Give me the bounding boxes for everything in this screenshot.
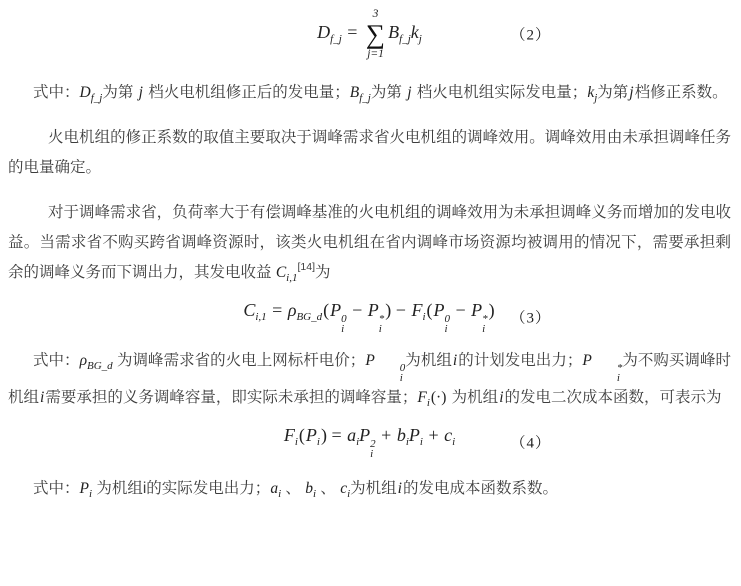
math-operator: + (423, 425, 444, 445)
text-run: 的计划发电出力； (458, 352, 583, 369)
text-run: 为机组 (350, 480, 397, 497)
math-var: $b_i$ (305, 480, 317, 500)
math-operator: (·) (430, 389, 447, 406)
text-run: 为机组 (447, 389, 499, 406)
equation-2 (8, 8, 731, 60)
math-var: $F_i$ (283, 425, 298, 448)
equation-4-formula (284, 425, 455, 459)
math-operator: ) = (320, 425, 347, 445)
text-run: 式中： (33, 352, 80, 369)
text-run: 档火电机组实际发电量； (412, 84, 588, 101)
para-eq2-symbols (8, 78, 731, 108)
math-var: P 2 i (359, 425, 376, 460)
math-operator: = (342, 22, 362, 43)
para-eq3-symbols (8, 346, 731, 413)
math-var: P * i (367, 300, 385, 335)
math-operator: = (267, 300, 287, 320)
inline-var: j (629, 84, 634, 101)
text-run: 、 (316, 480, 341, 497)
math-var: P * i (471, 300, 488, 335)
text-run: 、 (281, 480, 306, 497)
math-var: $P_i$ (408, 425, 423, 448)
inline-var: j (138, 84, 143, 101)
math-var: $c_i$ (340, 480, 351, 500)
math-var: $B_{f\_j}$ (388, 22, 411, 46)
equation-3 (8, 300, 731, 334)
math-operator: ) − (385, 300, 411, 320)
math-var: $b_i$ (396, 425, 409, 448)
text-run: 的发电成本函数系数。 (402, 480, 558, 497)
math-operator: ( (323, 300, 330, 320)
math-var: P 0 i (433, 300, 450, 335)
para-eq4-symbols (8, 474, 731, 504)
summation-symbol: 3 ∑ j=1 (365, 8, 386, 60)
equation-4 (8, 425, 731, 459)
text-run: 为第 (597, 84, 629, 101)
inline-var: j (407, 84, 412, 101)
math-var: $C_{i,1}$ (275, 264, 298, 284)
para-peak-demand-province (8, 198, 731, 288)
math-var: $\rho_{BG\_d}$ (287, 300, 323, 323)
inline-var: i (40, 389, 45, 406)
text-run: 的发电二次成本函数，可表示为 (504, 389, 722, 406)
text-run: 为机组 (405, 352, 452, 369)
inline-var: i (452, 352, 458, 369)
math-var: $D_{f\_j}$ (317, 22, 342, 46)
equation-3-number: （3） (510, 310, 551, 327)
text-run: 为 (314, 264, 331, 281)
text-run: 为第 (370, 84, 407, 101)
math-var: $F_i$ (411, 300, 426, 323)
math-operator: − (451, 300, 471, 320)
math-var: $P_i$ (79, 480, 93, 500)
math-var: $k_j$ (410, 22, 422, 46)
text-run: 档修正系数。 (634, 84, 728, 101)
math-var: $P_i$ (305, 425, 320, 448)
text-run: 为第 (102, 84, 138, 101)
math-operator: ) (488, 300, 495, 320)
math-var: $\rho_{BG\_d}$ (79, 352, 113, 372)
math-var: P * i (582, 352, 623, 384)
math-var: $B_{f\_j}$ (349, 84, 371, 104)
equation-3-formula (243, 300, 495, 334)
math-operator: ( (426, 300, 433, 320)
text-run: 为不购买调峰时机组 (8, 352, 731, 406)
text-run: 档火电机组修正后的发电量； (143, 84, 350, 101)
math-var: $k_j$ (587, 84, 598, 104)
inline-var: i (397, 480, 402, 497)
para-correction-coefficient (8, 123, 731, 183)
text-run: 对于调峰需求省，负荷率大于有偿调峰基准的火电机组的调峰效用为未承担调峰义务而增加的发电收益。当需求省不购买跨省调峰资源时，该类火电机组在省内调峰市场资源均被调用的情况下，需要承担剩余的调峰义务而下调出力，其发电收益 (8, 204, 731, 281)
math-var: $a_i$ (347, 425, 360, 448)
text-run: 火电机组的修正系数的取值主要取决于调峰需求省火电机组的调峰效用。调峰效用由未承担调峰任务的电量确定。 (8, 129, 731, 176)
equation-4-number: （4） (510, 435, 551, 452)
math-var: $C_{i,1}$ (243, 300, 267, 323)
math-var: P 0 i (330, 300, 347, 335)
text-run: 为机组i的实际发电出力； (92, 480, 271, 497)
math-operator: ( (298, 425, 305, 445)
math-var: P 0 i (365, 352, 406, 384)
text-run: 需要承担的义务调峰容量，即实际未承担的调峰容量； (45, 389, 418, 406)
citation-ref: [14] (297, 261, 315, 273)
math-var: $a_i$ (270, 480, 282, 500)
text-run: 式中： (33, 480, 80, 497)
text-run: 为调峰需求省的火电上网标杆电价； (112, 352, 366, 369)
math-operator: + (376, 425, 396, 445)
math-operator: − (347, 300, 367, 320)
math-var: $c_i$ (444, 425, 456, 448)
equation-2-formula (317, 8, 422, 60)
math-var: $F_i$ (417, 389, 430, 409)
inline-var: i (499, 389, 504, 406)
text-run: 式中： (33, 84, 80, 101)
equation-2-number: （2） (510, 27, 551, 44)
math-var: $D_{f\_j}$ (79, 84, 103, 104)
